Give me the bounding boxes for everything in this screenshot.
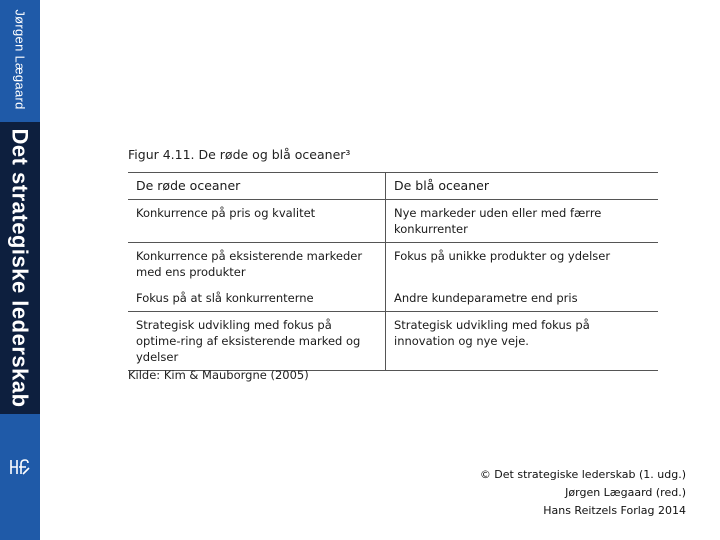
table-cell: Strategisk udvikling med fokus på innovation og nye veje.: [386, 312, 659, 371]
copyright-notice: [480, 466, 686, 520]
spine-title-text: Det strategiske lederskab: [8, 128, 34, 408]
figure-source: Kilde: Kim & Mauborgne (2005): [128, 368, 309, 382]
book-spine: [0, 0, 40, 540]
copyright-line: Jørgen Lægaard (red.): [565, 486, 686, 499]
copyright-line: © Det strategiske lederskab (1. udg.): [479, 468, 686, 481]
table-row: [128, 200, 658, 243]
figure-title: Figur 4.11. De røde og blå oceaner³: [128, 147, 351, 162]
publisher-logo-icon: [0, 452, 40, 482]
header-red-oceans: De røde oceaner: [128, 173, 386, 200]
spine-author: [0, 0, 40, 118]
oceans-table: [128, 172, 658, 371]
table-row: [128, 312, 658, 371]
spine-author-text: Jørgen Lægaard: [12, 8, 28, 110]
table-cell: Fokus på unikke produkter og ydelser: [394, 249, 611, 263]
spine-title-band: [0, 122, 40, 414]
table-header-row: [128, 173, 658, 200]
table-row: [128, 285, 658, 312]
table-cell: Fokus på at slå konkurrenterne: [128, 285, 386, 312]
table-cell: Strategisk udvikling med fokus på optime-ring af eksisterende marked og ydelser: [128, 312, 386, 371]
table-cell: Andre kundeparametre end pris: [386, 285, 659, 312]
table-cell: Konkurrence på pris og kvalitet: [128, 200, 386, 243]
table-cell: Konkurrence på eksisterende markeder med ens produkter: [128, 243, 386, 286]
table-row: [128, 243, 658, 286]
header-blue-oceans: De blå oceaner: [386, 173, 659, 200]
copyright-line: Hans Reitzels Forlag 2014: [543, 504, 686, 517]
table-cell: Nye markeder uden eller med færre konkurrenter: [386, 200, 659, 243]
